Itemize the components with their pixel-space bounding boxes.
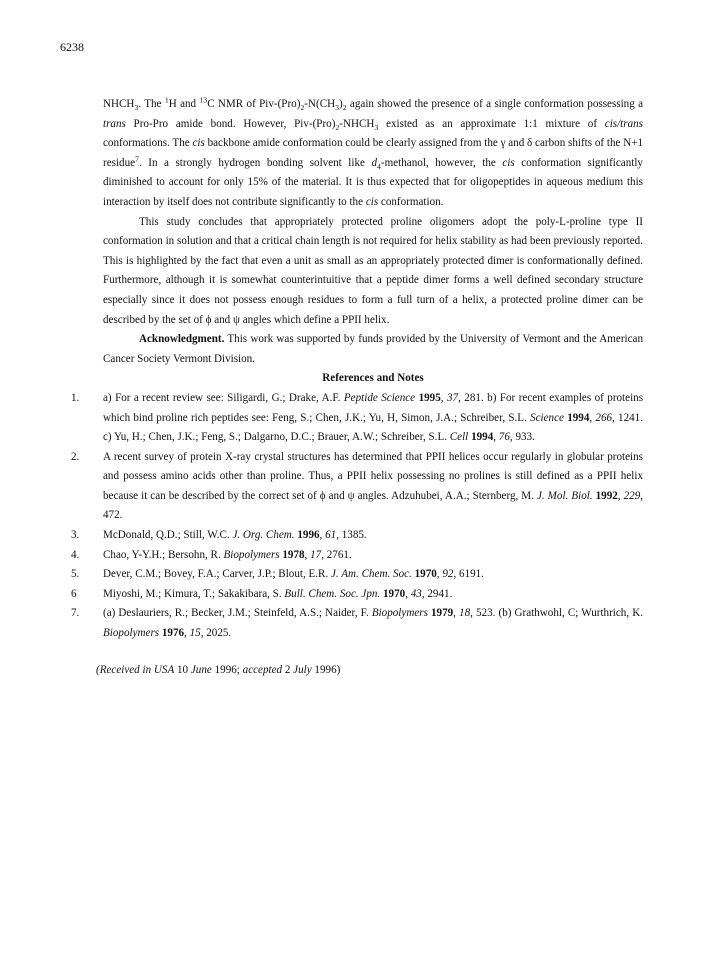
reference-item: [71, 585, 643, 605]
reference-number: 2.: [71, 450, 80, 463]
references-heading: References and Notes: [322, 372, 424, 385]
references-list: [71, 389, 644, 644]
reference-item: [71, 604, 644, 643]
reference-number: 5.: [71, 568, 80, 581]
reference-number: 4.: [71, 548, 80, 561]
reference-text: a) For a recent review see: Siligardi, G.; Drake, A.F. Peptide Science 1995, 37, 281. b) For recent examples of proteins which bind proline rich peptides see: Feng, S.; Chen, J.K.; Yu, H, Simon, J.A.; Schreiber, S.L. Science 1994, 266, 1241. c) Yu, H.; Chen, J.K.; Feng, S.; Dalgarno, D.C.; Brauer, A.W.; Schreiber, S.L. Cell 1994, 76, 933.: [103, 391, 644, 444]
reference-item: [71, 526, 643, 546]
reference-number: 3.: [71, 529, 80, 542]
article-body: [71, 95, 644, 644]
acknowledgment-text: This work was supported by funds provided by the University of Vermont and the American Cancer Society Vermont Division.: [103, 333, 643, 365]
received-accepted-line: (Received in USA 10 June 1996; accepted 2 July 1996): [96, 664, 341, 676]
reference-item: [71, 546, 643, 566]
page-number: 6238: [60, 40, 84, 54]
nmr-paragraph: $NHCH_3$. The $^1$H and $^{13}$C NMR of Piv-$(Pro)_2-N(CH_3)_2$ again showed the presence of a single conformation possessing a trans Pro-Pro amide bond. However, Piv-$(Pro)_2-NHCH_3$ existed as an approximate 1:1 mixture of cis/trans conformations. The cis backbone amide conformation could be clearly assigned from the γ and δ carbon shifts of the N+1 residue$^7$. In a strongly hydrogen bonding solvent like $d_4$-methanol, however, the cis conformation significantly diminished to account for only 15% of the material. It is thus expected that for oligopeptides in aqueous medium this interaction by itself does not contribute significantly to the cis conformation.: [103, 95, 644, 208]
reference-text: Chao, Y-Y.H.; Bersohn, R. Biopolymers 1978, 17, 2761.: [103, 548, 352, 561]
reference-text: McDonald, Q.D.; Still, W.C. J. Org. Chem. 1996, 61, 1385.: [103, 529, 367, 542]
conclusion-paragraph: This study concludes that appropriately protected proline oligomers adopt the poly-L-proline type II conformation in solution and that a critical chain length is not required for helix stability as had been previously reported. This is highlighted by the fact that even a unit as small as an appropriately protected dimer is conformationally defined. Furthermore, although it is somewhat counterintuitive that a peptide dimer forms a well defined secondary structure especially since it does not possess enough residues to form a full turn of a helix, a protected proline dimer can be described by the set of ϕ and ψ angles which define a PPII helix.: [103, 215, 643, 326]
acknowledgment-paragraph: [103, 330, 643, 369]
reference-number: 7.: [71, 607, 80, 620]
acknowledgment-label: Acknowledgment.: [139, 333, 225, 346]
reference-text: A recent survey of protein X-ray crystal structures has determined that PPII helices occur regularly in globular proteins and possess amino acids other than proline. Thus, a PPII helix possessing no prolines is still defined as a PPII helix because it can be described by the correct set of ϕ and ψ angles. Adzuhubei, A.A.; Sternberg, M. J. Mol. Biol. 1992, 229, 472.: [103, 450, 644, 522]
reference-number: 1.: [71, 391, 80, 404]
reference-item: [71, 389, 644, 448]
reference-text: Dever, C.M.; Bovey, F.A.; Carver, J.P.; Blout, E.R. J. Am. Chem. Soc. 1970, 92, 6191.: [103, 568, 484, 581]
reference-item: [71, 448, 644, 526]
reference-text: Miyoshi, M.; Kimura, T.; Sakakibara, S. Bull. Chem. Soc. Jpn. 1970, 43, 2941.: [103, 587, 453, 600]
reference-item: [71, 565, 643, 585]
reference-number: 6: [71, 587, 77, 600]
reference-text: (a) Deslauriers, R.; Becker, J.M.; Steinfeld, A.S.; Naider, F. Biopolymers 1979, 18, 523. (b) Grathwohl, C; Wurthrich, K. Biopolymers 1976, 15, 2025.: [103, 607, 644, 640]
